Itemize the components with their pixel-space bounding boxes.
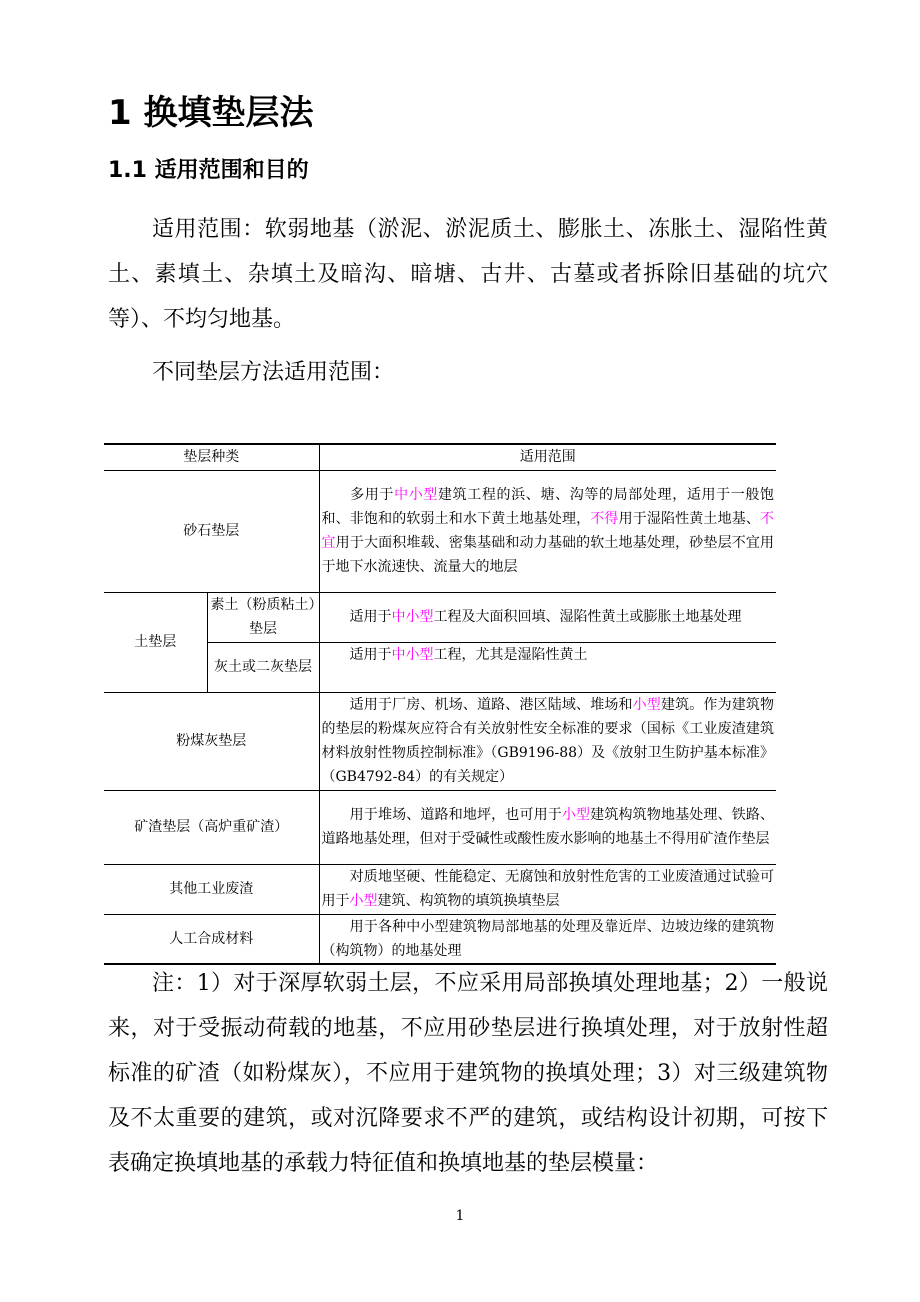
table-row bbox=[104, 692, 776, 790]
highlight-text: 中小型 bbox=[394, 487, 438, 503]
note-paragraph: 注：1）对于深厚软弱土层，不应采用局部换填处理地基；2）一般说来，对于受振动荷载的地基，不应用砂垫层进行换填处理，对于放射性超标准的矿渣（如粉煤灰），不应用于建筑物的换填处理；3）对三级建筑物及不太重要的建筑，或对沉降要求不严的建筑，或结构设计初期，可按下表确定换填地基的承载力特征值和换填地基的垫层模量： bbox=[108, 971, 828, 1176]
header-type: 垫层种类 bbox=[104, 444, 319, 470]
table-header-row bbox=[104, 444, 776, 470]
type-cell: 粉煤灰垫层 bbox=[104, 692, 319, 790]
scope-cell bbox=[319, 642, 776, 692]
cushion-types-table bbox=[104, 443, 776, 965]
scope-text: 工程及大面积回填、湿陷性黄土或膨胀土地基处理 bbox=[433, 609, 742, 625]
type-cell: 其他工业废渣 bbox=[104, 864, 319, 914]
type-cell: 土垫层 bbox=[104, 592, 207, 692]
highlight-text: 小型 bbox=[561, 807, 591, 823]
table-row bbox=[104, 470, 776, 592]
scope-text: 建筑。作为建筑物的垫层的粉煤灰应符合有关放射性安全标准的要求（国标《工业废渣建筑材料放射性物质控制标准》（GB9196-88）及《放射卫生防护基本标准》（GB4792-84）的有关规定） bbox=[321, 697, 775, 785]
highlight-text: 不宜 bbox=[321, 511, 775, 551]
table-row bbox=[104, 790, 776, 864]
highlight-text: 小型 bbox=[349, 893, 378, 909]
table-row bbox=[104, 864, 776, 914]
highlight-text: 小型 bbox=[632, 697, 661, 713]
highlight-text: 中小型 bbox=[391, 609, 434, 625]
section-heading: 1.1 适用范围和目的 bbox=[108, 158, 309, 183]
scope-text: 用于大面积堆载、密集基础和动力基础的软土地基处理，砂垫层不宜用于地下水流速快、流量大的地层 bbox=[321, 535, 775, 575]
scope-text: 工程，尤其是湿陷性黄土 bbox=[433, 646, 588, 663]
type-cell: 砂石垫层 bbox=[104, 470, 319, 592]
scope-cell bbox=[319, 592, 776, 642]
scope-text: 建筑、构筑物的填筑换填垫层 bbox=[377, 893, 560, 909]
page-title: 1 换填垫层法 bbox=[108, 93, 314, 133]
scope-text: 建筑构筑物地基处理、铁路、道路地基处理，但对于受碱性或酸性废水影响的地基土不得用矿渣作垫层 bbox=[321, 807, 775, 847]
scope-cell bbox=[319, 864, 776, 914]
scope-cell bbox=[319, 692, 776, 790]
table-intro: 不同垫层方法适用范围： bbox=[152, 360, 395, 385]
type-cell: 人工合成材料 bbox=[104, 914, 319, 964]
scope-text: 多用于 bbox=[349, 487, 395, 503]
highlight-text: 中小型 bbox=[391, 646, 434, 663]
scope-text: 适用于 bbox=[349, 646, 392, 663]
table-row bbox=[104, 914, 776, 964]
scope-cell bbox=[319, 470, 776, 592]
scope-paragraph: 适用范围：软弱地基（淤泥、淤泥质土、膨胀土、冻胀土、湿陷性黄土、素填土、杂填土及暗沟、暗塘、古井、古墓或者拆除旧基础的坑穴等）、不均匀地基。 bbox=[108, 217, 828, 332]
subtype-cell: 灰土或二灰垫层 bbox=[207, 642, 319, 692]
scope-text: 适用于厂房、机场、道路、港区陆域、堆场和 bbox=[349, 697, 633, 713]
scope-text: 用于湿陷性黄土地基、 bbox=[618, 511, 761, 527]
scope-text: 对质地坚硬、性能稳定、无腐蚀和放射性危害的工业废渣通过试验可用于 bbox=[321, 869, 774, 909]
subtype-cell: 素土（粉质粘土）垫层 bbox=[207, 592, 319, 642]
scope-text: 用于堆场、道路和地坪，也可用于 bbox=[349, 807, 562, 823]
highlight-text: 不得 bbox=[590, 511, 619, 527]
scope-text: 用于各种中小型建筑物局部地基的处理及靠近岸、边坡边缘的建筑物（构筑物）的地基处理 bbox=[321, 918, 774, 959]
scope-cell bbox=[319, 790, 776, 864]
header-scope: 适用范围 bbox=[319, 444, 776, 470]
page-number: 1 bbox=[455, 1208, 465, 1224]
scope-cell bbox=[319, 914, 776, 964]
type-cell: 矿渣垫层（高炉重矿渣） bbox=[104, 790, 319, 864]
scope-text: 建筑工程的浜、塘、沟等的局部处理，适用于一般饱和、非饱和的软弱土和水下黄土地基处理， bbox=[321, 487, 775, 527]
scope-text: 适用于 bbox=[349, 609, 392, 625]
table-row bbox=[104, 592, 776, 642]
